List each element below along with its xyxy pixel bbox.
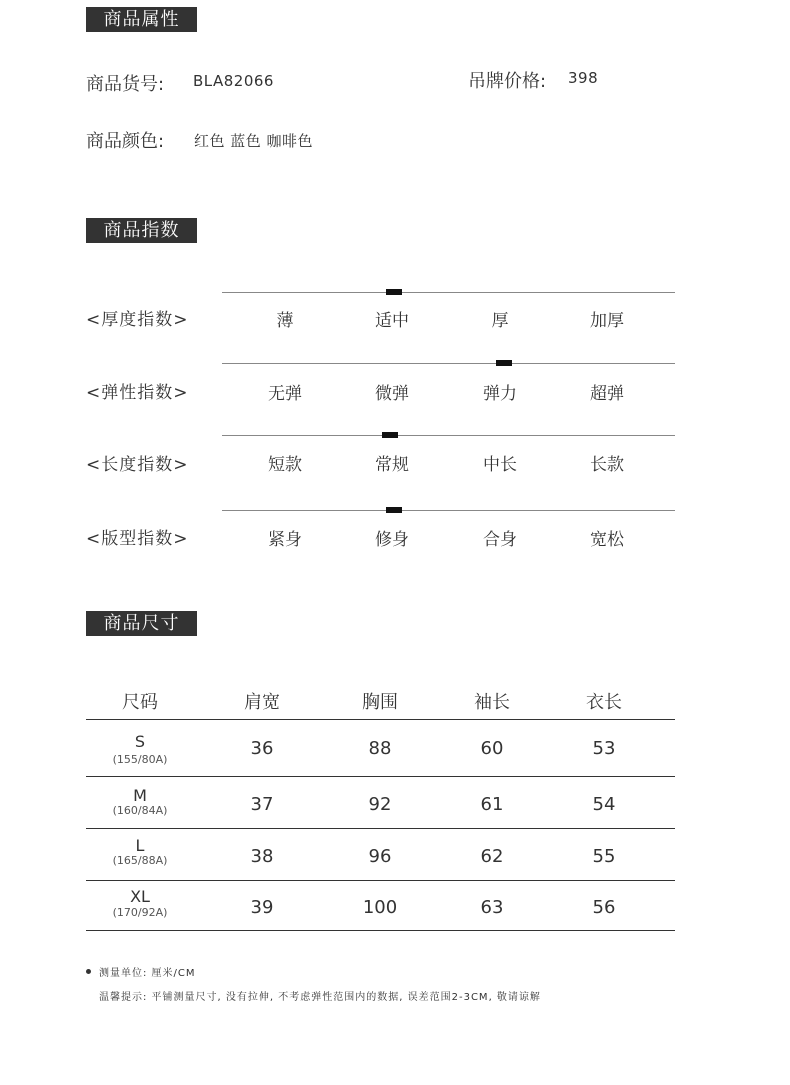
index-option: 常规	[375, 455, 409, 475]
indices-header: 商品指数	[86, 218, 197, 243]
size-spec: (165/88A)	[112, 854, 168, 867]
size-name: S	[134, 732, 146, 751]
table-row-divider	[86, 719, 675, 720]
price-label: 吊牌价格:	[468, 71, 547, 92]
size-spec: (155/80A)	[112, 753, 168, 766]
table-cell: 39	[250, 897, 274, 918]
index-selected-marker	[382, 432, 398, 438]
sku-value: BLA82066	[193, 72, 274, 90]
index-scale-line	[222, 292, 675, 293]
table-row-divider	[86, 828, 675, 829]
table-cell: 100	[362, 897, 398, 918]
index-selected-marker	[386, 289, 402, 295]
col-header-chest: 胸围	[362, 692, 398, 713]
index-option: 薄	[276, 311, 294, 331]
index-option: 短款	[268, 455, 302, 475]
index-option: 微弹	[375, 384, 409, 404]
table-cell: 54	[592, 794, 616, 815]
index-label: <厚度指数>	[86, 310, 189, 330]
index-selected-marker	[496, 360, 512, 366]
note-bullet	[86, 969, 91, 974]
table-cell: 37	[250, 794, 274, 815]
index-option: 修身	[375, 530, 409, 550]
index-option: 无弹	[268, 384, 302, 404]
table-cell: 36	[250, 738, 274, 759]
table-cell: 60	[480, 738, 504, 759]
index-selected-marker	[386, 507, 402, 513]
index-scale-line	[222, 363, 675, 364]
index-option: 厚	[491, 311, 509, 331]
index-option: 宽松	[590, 530, 624, 550]
table-cell: 55	[592, 846, 616, 867]
index-option: 紧身	[268, 530, 302, 550]
col-header-sleeve: 袖长	[474, 692, 510, 713]
index-label: <弹性指数>	[86, 383, 189, 403]
color-label: 商品颜色:	[86, 131, 165, 152]
index-label: <版型指数>	[86, 529, 189, 549]
index-option: 适中	[375, 311, 409, 331]
size-spec: (160/84A)	[112, 804, 168, 817]
index-scale-line	[222, 435, 675, 436]
col-header-length: 衣长	[586, 692, 622, 713]
size-name: M	[133, 786, 147, 805]
table-cell: 38	[250, 846, 274, 867]
index-option: 加厚	[590, 311, 624, 331]
note-unit: 测量单位: 厘米/CM	[99, 968, 196, 979]
index-label: <长度指数>	[86, 455, 189, 475]
note-tip: 温馨提示: 平铺测量尺寸, 没有拉伸, 不考虑弹性范围内的数据, 误差范围2-3CM, 敬请谅解	[99, 992, 541, 1003]
index-scale-line	[222, 510, 675, 511]
table-cell: 53	[592, 738, 616, 759]
index-option: 超弹	[590, 384, 624, 404]
size-name: L	[135, 836, 145, 855]
table-row-divider	[86, 880, 675, 881]
table-cell: 56	[592, 897, 616, 918]
index-option: 弹力	[483, 384, 517, 404]
table-row-divider	[86, 776, 675, 777]
index-option: 长款	[590, 455, 624, 475]
sku-label: 商品货号:	[86, 74, 165, 95]
table-cell: 61	[480, 794, 504, 815]
col-header-shoulder: 肩宽	[244, 692, 280, 713]
attributes-header: 商品属性	[86, 7, 197, 32]
table-cell: 88	[368, 738, 392, 759]
table-cell: 96	[368, 846, 392, 867]
table-row-divider	[86, 930, 675, 931]
size-spec: (170/92A)	[112, 906, 168, 919]
color-value: 红色 蓝色 咖啡色	[194, 132, 314, 150]
sizes-header: 商品尺寸	[86, 611, 197, 636]
price-value: 398	[568, 69, 599, 87]
size-name: XL	[130, 887, 150, 906]
table-cell: 62	[480, 846, 504, 867]
table-cell: 63	[480, 897, 504, 918]
index-option: 合身	[483, 530, 517, 550]
index-option: 中长	[483, 455, 517, 475]
table-cell: 92	[368, 794, 392, 815]
col-header-size: 尺码	[122, 692, 158, 713]
